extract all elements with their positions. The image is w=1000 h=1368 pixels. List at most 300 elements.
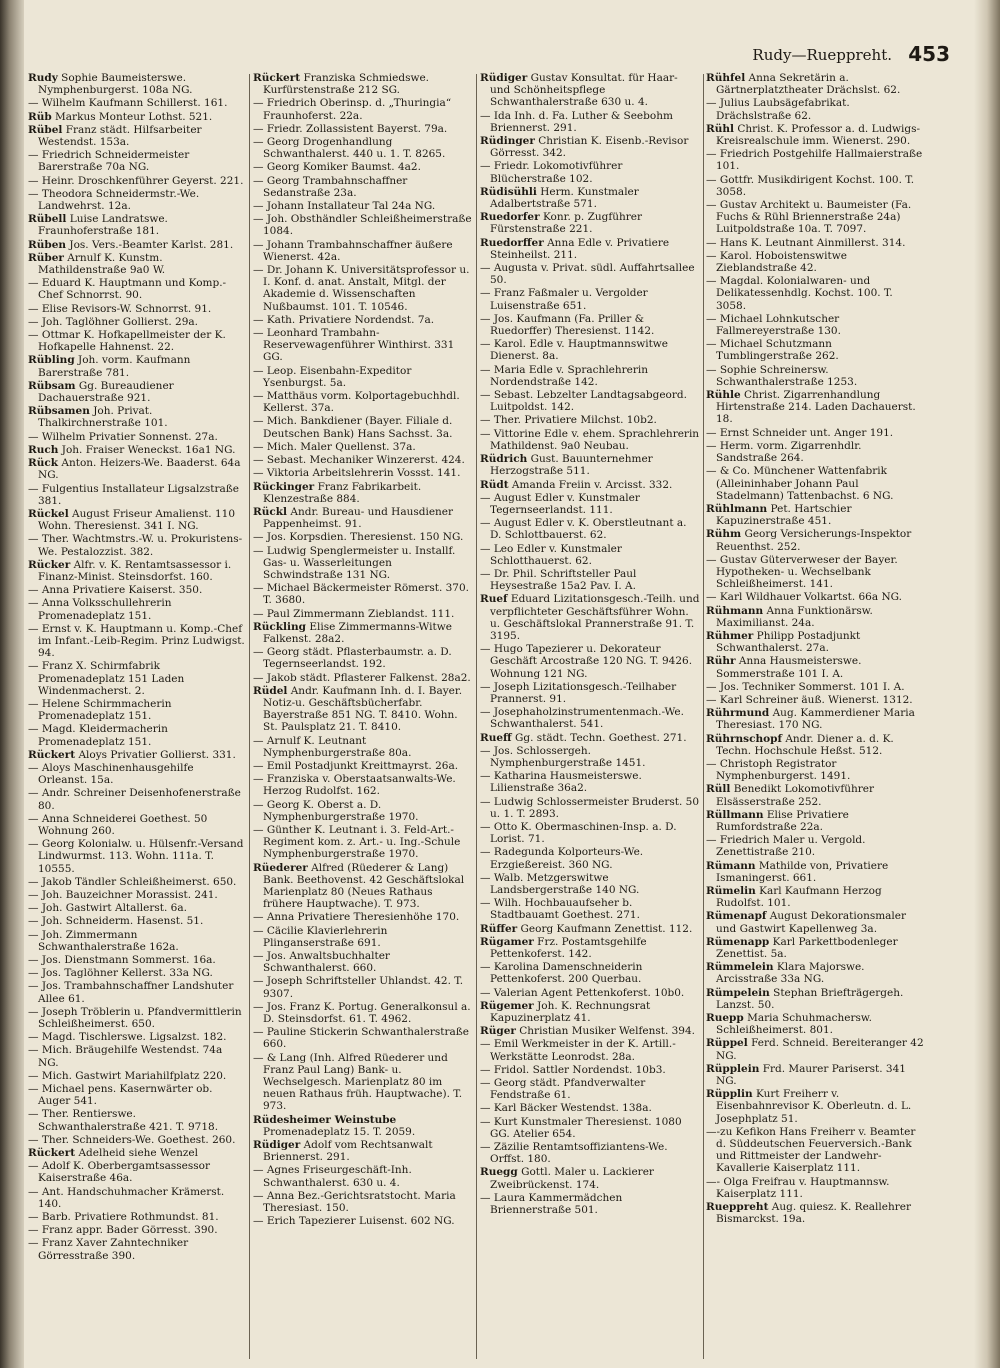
entry-surname: Rühmann — [706, 604, 764, 617]
entry-surname: Rüben — [28, 238, 67, 251]
entry-surname: Rüdisühli — [480, 185, 537, 198]
entry-text: — Friedrich Maler u. Vergold. Zenettistraße 210. — [706, 834, 866, 859]
directory-entry — [706, 987, 924, 1011]
entry-text: August Dekorationsmaler und Gastwirt Kapellenweg 3a. — [716, 910, 907, 935]
directory-entry — [28, 1147, 246, 1159]
entry-text: Joh. Privat. Thalkirchnerstraße 101. — [38, 405, 168, 430]
directory-entry — [28, 1134, 246, 1146]
directory-entry — [706, 758, 924, 782]
directory-entry — [480, 428, 700, 452]
directory-entry — [706, 554, 924, 591]
entry-text: — Johann Installateur Tal 24a NG. — [253, 200, 436, 213]
entry-text: — Ernst Schneider unt. Anger 191. — [706, 426, 894, 439]
entry-text: — Franziska v. Oberstaatsanwalts-We. Herzog Rudolfst. 162. — [253, 773, 456, 798]
entry-surname: Rümmelein — [706, 961, 774, 974]
directory-entry — [253, 390, 473, 414]
entry-text: Anna Edle v. Privatiere Steinheilst. 211. — [490, 236, 670, 261]
directory-entry — [480, 923, 700, 935]
entry-text: — Sophie Schreinersw. Schwanthalerstraße 1253. — [706, 363, 858, 388]
entry-surname: Rüdrich — [480, 453, 528, 466]
directory-entry — [28, 431, 246, 443]
directory-entry — [706, 72, 924, 96]
directory-entry — [480, 706, 700, 730]
column-divider — [703, 74, 704, 1359]
entry-text: — Karol. Edle v. Hauptmannswitwe Dienerst. 8a. — [480, 338, 668, 363]
entry-text: — Friedrich Oberinsp. d. „Thuringia“ Fraunhoferst. 22a. — [253, 97, 452, 122]
directory-entry — [706, 860, 924, 884]
entry-text: — Michael pens. Kasernwärter ob. Auger 541. — [28, 1083, 213, 1108]
entry-surname: Ruch — [28, 443, 59, 456]
directory-entry — [253, 911, 473, 923]
entry-text: Alfr. v. K. Rentamtsassessor i. Finanz-Minist. Steinsdorfst. 160. — [38, 558, 232, 583]
entry-text: — Günther K. Leutnant i. 3. Feld-Art.-Regiment kom. z. Art.- u. Ing.-Schule Nymphenburgerstraße 1970. — [253, 823, 461, 861]
entry-text: Joh. Fraiser Weneckst. 16a1 NG. — [61, 443, 236, 456]
entry-text: — Kurt Kunstmaler Theresienst. 1080 GG. Atelier 654. — [480, 1115, 682, 1140]
directory-entry — [28, 213, 246, 237]
entry-text: — Jos. Techniker Sommerst. 101 I. A. — [706, 680, 905, 693]
directory-entry — [253, 582, 473, 606]
directory-entry — [480, 211, 700, 235]
directory-entry — [706, 427, 924, 439]
page-binding — [0, 0, 24, 1368]
column-1 — [28, 72, 246, 1362]
directory-entry — [28, 762, 246, 786]
entry-text: Maria Schuhmachersw. Schleißheimerst. 801. — [716, 1012, 872, 1037]
column-divider — [476, 74, 477, 1359]
entry-text: Gust. Bauunternehmer Herzogstraße 511. — [490, 453, 653, 478]
entry-text: — Franz appr. Bader Görresst. 390. — [28, 1224, 218, 1237]
directory-entry — [28, 72, 246, 96]
directory-entry — [28, 1160, 246, 1184]
entry-surname: Rüdt — [480, 478, 509, 491]
directory-entry — [480, 1025, 700, 1037]
directory-entry — [28, 380, 246, 404]
entry-text: — Ernst v. K. Hauptmann u. Komp.-Chef im Infant.-Leib-Regim. Prinz Ludwigst. 94. — [28, 622, 245, 660]
directory-entry — [706, 630, 924, 654]
directory-entry — [480, 72, 700, 109]
directory-entry — [28, 405, 246, 429]
entry-surname: Rüpplin — [706, 1088, 753, 1101]
entry-text: Pet. Hartschier Kapuzinerstraße 451. — [716, 502, 852, 528]
directory-entry — [480, 593, 700, 642]
directory-entry — [480, 135, 700, 159]
directory-entry — [253, 799, 473, 823]
directory-entry — [28, 252, 246, 276]
entry-text: — Jos. Trambahnschaffner Landshuter Allee 61. — [28, 980, 234, 1005]
directory-entry — [480, 186, 700, 210]
directory-entry — [706, 1012, 924, 1036]
directory-entry — [28, 277, 246, 301]
directory-entry — [480, 479, 700, 491]
directory-entry — [253, 975, 473, 999]
directory-entry — [480, 414, 700, 426]
entry-text: — & Lang (Inh. Alfred Rüederer und Franz Paul Lang) Bank- u. Wechselgesch. Marienplatz 80 im neuen Rathaus früh. Hauptwache). T. 973. — [253, 1051, 463, 1113]
directory-entry — [28, 1211, 246, 1223]
entry-text: Herm. Kunstmaler Adalbertstraße 571. — [490, 185, 639, 211]
entry-surname: Rückert — [28, 1147, 76, 1160]
directory-entry — [253, 467, 473, 479]
entry-text: Benedikt Lokomotivführer Elsässerstraße 252. — [716, 783, 875, 808]
entry-text: Christian Musiker Welfenst. 394. — [519, 1025, 695, 1038]
entry-text: Anna Hausmeisterswe. Sommerstraße 101 I. A. — [716, 655, 862, 680]
entry-text: Alfred (Rüederer & Lang) Bank. Beethovenst. 42 Geschäftslokal Marienplatz 80 (Neues Rathaus frühere Hauptwache). T. 973. — [263, 861, 465, 911]
directory-entry — [706, 313, 924, 337]
entry-text: — Johann Trambahnschaffner äußere Wienerst. 42a. — [253, 238, 453, 263]
entry-text: Aug. Kammerdiener Maria Theresiast. 170 NG. — [716, 707, 915, 732]
directory-entry — [480, 160, 700, 184]
entry-text: — Agnes Friseurgeschäft-Inh. Schwanthalerst. 630 u. 4. — [253, 1164, 412, 1189]
directory-entry — [480, 936, 700, 960]
entry-surname: Rüber — [28, 251, 64, 264]
entry-text: Elise Privatiere Rumfordstraße 22a. — [716, 808, 849, 833]
entry-surname: Ruef — [480, 593, 508, 606]
directory-entry — [253, 608, 473, 620]
directory-entry — [28, 915, 246, 927]
entry-text: — Ida Inh. d. Fa. Luther & Seebohm Briennerst. 291. — [480, 109, 673, 134]
entry-text: — Hans K. Leutnant Ainmillerst. 314. — [706, 236, 906, 249]
entry-text: — Dr. Johann K. Universitätsprofessor u. I. Konf. d. anat. Anstalt, Mitgl. der Akademie d. Wissenschaften Nußbaumst. 101. T. 10546. — [253, 264, 470, 313]
entry-text: Gg. städt. Techn. Goethest. 271. — [515, 731, 687, 744]
entry-text: Aloys Privatier Gollierst. 331. — [78, 748, 236, 761]
entry-text: August Friseur Amalienst. 110 Wohn. Theresienst. 341 I. NG. — [38, 507, 236, 533]
directory-entry — [706, 364, 924, 388]
entry-text: Mathilde von, Privatiere Ismaningerst. 661. — [716, 859, 889, 884]
directory-entry — [480, 643, 700, 680]
directory-entry — [28, 1237, 246, 1261]
directory-entry — [253, 97, 473, 121]
entry-surname: Rückl — [253, 505, 288, 518]
directory-entry — [480, 453, 700, 477]
entry-text: — Mich. Bräugehilfe Westendst. 74a NG. — [28, 1044, 223, 1069]
entry-text: — Jos. Anwaltsbuchhalter Schwanthalerst. 660. — [253, 950, 390, 975]
directory-entry — [480, 796, 700, 820]
entry-text: Anna Funktionärsw. Maximilianst. 24a. — [716, 604, 873, 629]
directory-entry — [253, 925, 473, 949]
entry-text: Karl Parkettbodenleger Zenettist. 5a. — [716, 935, 898, 961]
directory-entry — [253, 506, 473, 530]
directory-entry — [28, 889, 246, 901]
entry-text: — Karl Schreiner äuß. Wienerst. 1312. — [706, 693, 913, 706]
entry-text: — Andr. Schreiner Deisenhofenerstraße 80. — [28, 787, 241, 812]
entry-text: — Joh. Zimmermann Schwanthalerstraße 162a. — [28, 928, 179, 953]
entry-text: — Anna Privatiere Kaiserst. 350. — [28, 584, 203, 597]
directory-entry — [28, 902, 246, 914]
entry-text: — Pauline Stickerin Schwanthalerstraße 660. — [253, 1026, 469, 1051]
entry-text: Joh. K. Rechnungsrat Kapuzinerplatz 41. — [490, 999, 651, 1025]
directory-entry — [28, 838, 246, 875]
entry-text: — Eduard K. Hauptmann und Komp.-Chef Schnorrst. 90. — [28, 277, 227, 302]
entry-text: Joh. vorm. Kaufmann Barerstraße 781. — [38, 354, 191, 379]
entry-text: — Ottmar K. Hofkapellmeister der K. Hofkapelle Hahnenst. 22. — [28, 329, 226, 354]
entry-surname: Rüdel — [253, 684, 288, 697]
directory-entry — [480, 1000, 700, 1024]
entry-text: — Zäzilie Rentamtsoffiziantens-We. Orffst. 180. — [480, 1141, 668, 1166]
directory-entry — [253, 773, 473, 797]
directory-entry — [480, 1141, 700, 1165]
entry-text: Aug. quiesz. K. Reallehrer Bismarckst. 19a. — [716, 1201, 912, 1226]
entry-text: — Theodora Schneidermstr.-We. Landwehrst. 12a. — [28, 187, 200, 213]
entry-text: Kurt Freiherr v. Eisenbahnrevisor K. Oberleutn. d. L. Josephplatz 51. — [716, 1088, 912, 1125]
running-head: Rudy—Rueppreht. — [752, 46, 892, 64]
directory-entry — [480, 1166, 700, 1190]
directory-entry — [706, 389, 924, 426]
directory-entry — [480, 313, 700, 337]
directory-entry — [706, 338, 924, 362]
entry-text: — Georg städt. Pflasterbaumstr. a. D. Tegernseerlandst. 192. — [253, 646, 452, 671]
entry-text: — Mich. Bankdiener (Bayer. Filiale d. Deutschen Bank) Hans Sachsst. 3a. — [253, 415, 453, 440]
directory-entry — [28, 559, 246, 583]
entry-text: — Gustav Güterverweser der Bayer. Hypotheken- u. Wechselbank Schleißheimerst. 141. — [706, 553, 898, 591]
entry-surname: Rüll — [706, 783, 731, 796]
entry-surname: Rüdiger — [253, 1139, 301, 1152]
entry-text: — Augusta v. Privat. südl. Auffahrtsallee 50. — [480, 262, 695, 287]
entry-text: — Joh. Obsthändler Schleißheimerstraße 1084. — [253, 213, 472, 238]
entry-text: — Sebast. Mechaniker Winzererst. 424. — [253, 454, 465, 467]
entry-text: — Mich. Maler Quellenst. 37a. — [253, 440, 416, 453]
directory-entry — [28, 967, 246, 979]
entry-surname: Rühm — [706, 528, 742, 541]
entry-surname: Rüppel — [706, 1037, 748, 1050]
entry-text: — Leonhard Trambahn-Reservewagenführer Winthirst. 331 GG. — [253, 327, 455, 364]
entry-text: — Jos. Taglöhner Kellerst. 33a NG. — [28, 967, 213, 980]
entry-surname: Rückert — [28, 748, 76, 761]
directory-entry — [253, 1164, 473, 1188]
directory-entry — [28, 660, 246, 697]
directory-entry — [253, 1026, 473, 1050]
entry-text: —-zu Kefikon Hans Freiherr v. Beamter d. Süddeutschen Feuerversich.-Bank und Rittmeister der Landwehr-Kavallerie Kaiserplatz 111. — [706, 1125, 916, 1175]
directory-entry — [253, 213, 473, 237]
directory-entry — [480, 821, 700, 845]
directory-entry — [480, 389, 700, 413]
directory-entry — [28, 1186, 246, 1210]
entry-text: — Joseph Lizitationsgesch.-Teilhaber Prannerst. 91. — [480, 680, 677, 705]
directory-entry — [706, 783, 924, 807]
directory-entry — [253, 672, 473, 684]
directory-entry — [253, 239, 473, 263]
entry-text: Elise Zimmermanns-Witwe Falkenst. 28a2. — [263, 620, 452, 645]
entry-text: Frz. Postamtsgehilfe Pettenkoferst. 142. — [490, 935, 647, 961]
entry-text: — Christoph Registrator Nymphenburgerst. 1491. — [706, 757, 851, 783]
entry-text: Adolf vom Rechtsanwalt Briennerst. 291. — [263, 1139, 433, 1164]
entry-text: — Jakob Tändler Schleißheimerst. 650. — [28, 875, 237, 888]
entry-text: — Magd. Kleidermacherin Promenadeplatz 151. — [28, 723, 168, 748]
entry-text: Arnulf K. Kunstm. Mathildenstraße 9a0 W. — [38, 251, 166, 277]
directory-entry — [253, 454, 473, 466]
entry-text: — Laura Kammermädchen Briennerstraße 501. — [480, 1191, 623, 1217]
directory-entry — [28, 239, 246, 251]
directory-entry — [706, 250, 924, 274]
directory-entry — [480, 237, 700, 261]
entry-text: — Gottfr. Musikdirigent Kochst. 100. T. 3058. — [706, 173, 915, 198]
directory-entry — [706, 1201, 924, 1225]
entry-surname: Rückel — [28, 507, 69, 520]
page-number: 453 — [908, 42, 950, 66]
directory-entry — [706, 809, 924, 833]
entry-surname: Rudy — [28, 72, 58, 84]
entry-text: — Michael Schutzmann Tumblingerstraße 262. — [706, 338, 839, 363]
directory-entry — [253, 481, 473, 505]
entry-text: Konr. p. Zugführer Fürstenstraße 221. — [490, 211, 643, 236]
entry-surname: Rübsam — [28, 379, 76, 392]
entry-text: — Ant. Handschuhmacher Krämerst. 140. — [28, 1185, 225, 1210]
entry-surname: Rückert — [253, 72, 301, 84]
directory-entry — [28, 723, 246, 747]
entry-surname: Rübling — [28, 354, 75, 367]
directory-entry — [706, 1126, 924, 1175]
entry-surname: Rüb — [28, 110, 52, 123]
entry-text: — Georg Komiker Baumst. 4a2. — [253, 161, 421, 174]
entry-text: Klara Majorswe. Arcisstraße 33a NG. — [716, 961, 865, 986]
directory-entry — [480, 287, 700, 311]
entry-surname: Rümenapp — [706, 935, 770, 948]
entry-text: — Karolina Damenschneiderin Pettenkoferst. 200 Querbau. — [480, 961, 643, 986]
entry-surname: Rümelin — [706, 885, 756, 897]
directory-entry — [706, 1063, 924, 1087]
directory-entry — [28, 1108, 246, 1132]
directory-entry — [253, 441, 473, 453]
directory-entry — [480, 770, 700, 794]
directory-entry — [28, 354, 246, 378]
directory-entry — [253, 1139, 473, 1163]
directory-entry — [480, 1116, 700, 1140]
directory-entry — [253, 1001, 473, 1025]
entry-text: — Friedrich Schneidermeister Barerstraße 70a NG. — [28, 149, 190, 174]
entry-text: — Michael Bäckermeister Römerst. 370. T. 3680. — [253, 582, 469, 607]
directory-entry — [706, 148, 924, 172]
entry-text: — August Edler v. Kunstmaler Tegernseerlandst. 111. — [480, 491, 640, 516]
directory-entry — [253, 314, 473, 326]
entry-text: Andr. Diener a. d. K. Techn. Hochschule Heßst. 512. — [716, 732, 894, 757]
entry-text: — Erich Tapezierer Luisenst. 602 NG. — [253, 1215, 455, 1228]
directory-entry — [480, 364, 700, 388]
entry-text: Andr. Bureau- und Hausdiener Pappenheimst. 91. — [263, 505, 454, 531]
directory-entry — [480, 732, 700, 744]
directory-entry — [28, 97, 246, 109]
entry-surname: Rüger — [480, 1025, 516, 1038]
entry-surname: Rübel — [28, 123, 63, 136]
entry-text: — Arnulf K. Leutnant Nymphenburgerstraße 80a. — [253, 734, 412, 759]
column-divider — [249, 74, 250, 1359]
directory-entry — [706, 591, 924, 603]
entry-text: — Josephaholzinstrumentenmach.-We. Schwanthalerst. 541. — [480, 706, 684, 731]
directory-entry — [28, 188, 246, 212]
entry-text: — Georg Kolonialw. u. Hülsenfr.-Versand Lindwurmst. 113. Wohn. 111a. T. 10555. — [28, 838, 244, 875]
entry-text: — Jos. Schlossergeh. Nymphenburgerstraße 1451. — [480, 744, 646, 769]
entry-text: — Joh. Taglöhner Gollierst. 29a. — [28, 315, 199, 328]
entry-text: — Wilhelm Privatier Sonnenst. 27a. — [28, 430, 218, 443]
entry-surname: Rüdinger — [480, 135, 535, 148]
directory-entry — [706, 237, 924, 249]
directory-entry — [28, 813, 246, 837]
entry-surname: Ruegg — [480, 1166, 518, 1179]
directory-entry — [480, 872, 700, 896]
entry-text: Georg Versicherungs-Inspektor Reuenthst. 252. — [716, 528, 912, 553]
directory-entry — [480, 517, 700, 541]
entry-text: Philipp Postadjunkt Schwanthalerst. 27a. — [716, 629, 861, 655]
entry-surname: Rüdesheimer Weinstube — [253, 1113, 397, 1126]
directory-entry — [253, 365, 473, 389]
entry-text: — Joh. Schneiderm. Hasenst. 51. — [28, 915, 204, 928]
entry-surname: Rückling — [253, 620, 306, 633]
entry-surname: Rühr — [706, 655, 736, 668]
directory-entry — [706, 936, 924, 960]
entry-text: — Karol. Hoboistenswitwe Zieblandstraße 42. — [706, 249, 847, 275]
entry-surname: Ruedorffer — [480, 236, 544, 249]
entry-text: — Kath. Privatiere Nordendst. 7a. — [253, 313, 435, 326]
directory-entry — [253, 760, 473, 772]
entry-text: — August Edler v. K. Oberstleutnant a. D. Schlottbauerst. 62. — [480, 517, 687, 542]
directory-entry — [28, 787, 246, 811]
entry-text: — Magd. Tischlerswe. Ligsalzst. 182. — [28, 1031, 227, 1044]
entry-text: — Anna Privatiere Theresienhöhe 170. — [253, 911, 460, 924]
entry-text: — Ther. Privatiere Milchst. 10b2. — [480, 414, 657, 427]
entry-text: — Georg K. Oberst a. D. Nymphenburgerstraße 1970. — [253, 798, 419, 823]
entry-text: — Ther. Wachtmstrs.-W. u. Prokuristens-We. Pestalozzist. 382. — [28, 533, 243, 558]
directory-entry — [480, 1077, 700, 1101]
directory-entry — [253, 1215, 473, 1227]
entry-surname: Rück — [28, 457, 59, 470]
directory-entry — [480, 568, 700, 592]
directory-entry — [253, 175, 473, 199]
entry-surname: Rührnschopf — [706, 732, 782, 745]
directory-entry — [253, 1114, 473, 1138]
entry-text: Luise Landratswe. Fraunhoferstraße 181. — [38, 213, 168, 238]
directory-entry — [28, 584, 246, 596]
entry-surname: Rueff — [480, 731, 512, 744]
entry-surname: Rueppreht — [706, 1201, 769, 1214]
directory-entry — [28, 1224, 246, 1236]
entry-text: Christian K. Eisenb.-Revisor Görresst. 342. — [490, 135, 689, 160]
entry-text: —- Olga Freifrau v. Hauptmannsw. Kaiserplatz 111. — [706, 1175, 890, 1200]
entry-surname: Rügemer — [480, 999, 534, 1012]
entry-text: — Ludwig Schlossermeister Bruderst. 50 u. 1. T. 2893. — [480, 795, 700, 820]
entry-text: — Radegunda Kolporteurs-We. Erzgießereist. 360 NG. — [480, 846, 644, 871]
directory-entry — [28, 149, 246, 173]
entry-text: Gottl. Maler u. Lackierer Zweibrückenst. 174. — [490, 1166, 654, 1191]
directory-entry — [28, 623, 246, 660]
directory-entry — [253, 621, 473, 645]
directory-entry — [706, 199, 924, 236]
directory-entry — [28, 954, 246, 966]
entry-text: Franz Fabrikarbeit. Klenzestraße 884. — [263, 480, 422, 505]
directory-entry — [480, 492, 700, 516]
directory-entry — [28, 1031, 246, 1043]
directory-entry — [480, 681, 700, 705]
entry-text: Christ. Zigarrenhandlung Hirtenstraße 214. Laden Dachauerst. 18. — [716, 389, 916, 426]
directory-entry — [253, 136, 473, 160]
entry-text: — Joh. Bauzeichner Morassist. 241. — [28, 889, 218, 901]
entry-text: — Paul Zimmermann Zieblandst. 111. — [253, 607, 455, 620]
directory-entry — [253, 735, 473, 759]
directory-entry — [706, 465, 924, 502]
directory-entry — [706, 605, 924, 629]
entry-surname: Rüffer — [480, 922, 518, 935]
entry-surname: Ruepp — [706, 1012, 744, 1025]
directory-entry — [706, 681, 924, 693]
directory-entry — [28, 1070, 246, 1082]
entry-text: — Friedrich Postgehilfe Hallmaierstraße 101. — [706, 148, 923, 173]
entry-text: — Jos. Korpsdien. Theresienst. 150 NG. — [253, 531, 464, 544]
entry-text: Adelheid siehe Wenzel — [78, 1147, 198, 1160]
page-header — [700, 42, 950, 72]
entry-text: — Katharina Hausmeisterswe. Lilienstraße 36a2. — [480, 770, 642, 795]
directory-entry — [706, 503, 924, 527]
directory-entry — [706, 1037, 924, 1061]
entry-text: Markus Monteur Lothst. 521. — [55, 110, 213, 123]
directory-entry — [253, 415, 473, 439]
entry-surname: Rührmund — [706, 707, 770, 720]
entry-text: — Ludwig Spenglermeister u. Installf. Gas- u. Wasserleitungen Schwindstraße 131 NG. — [253, 544, 456, 581]
